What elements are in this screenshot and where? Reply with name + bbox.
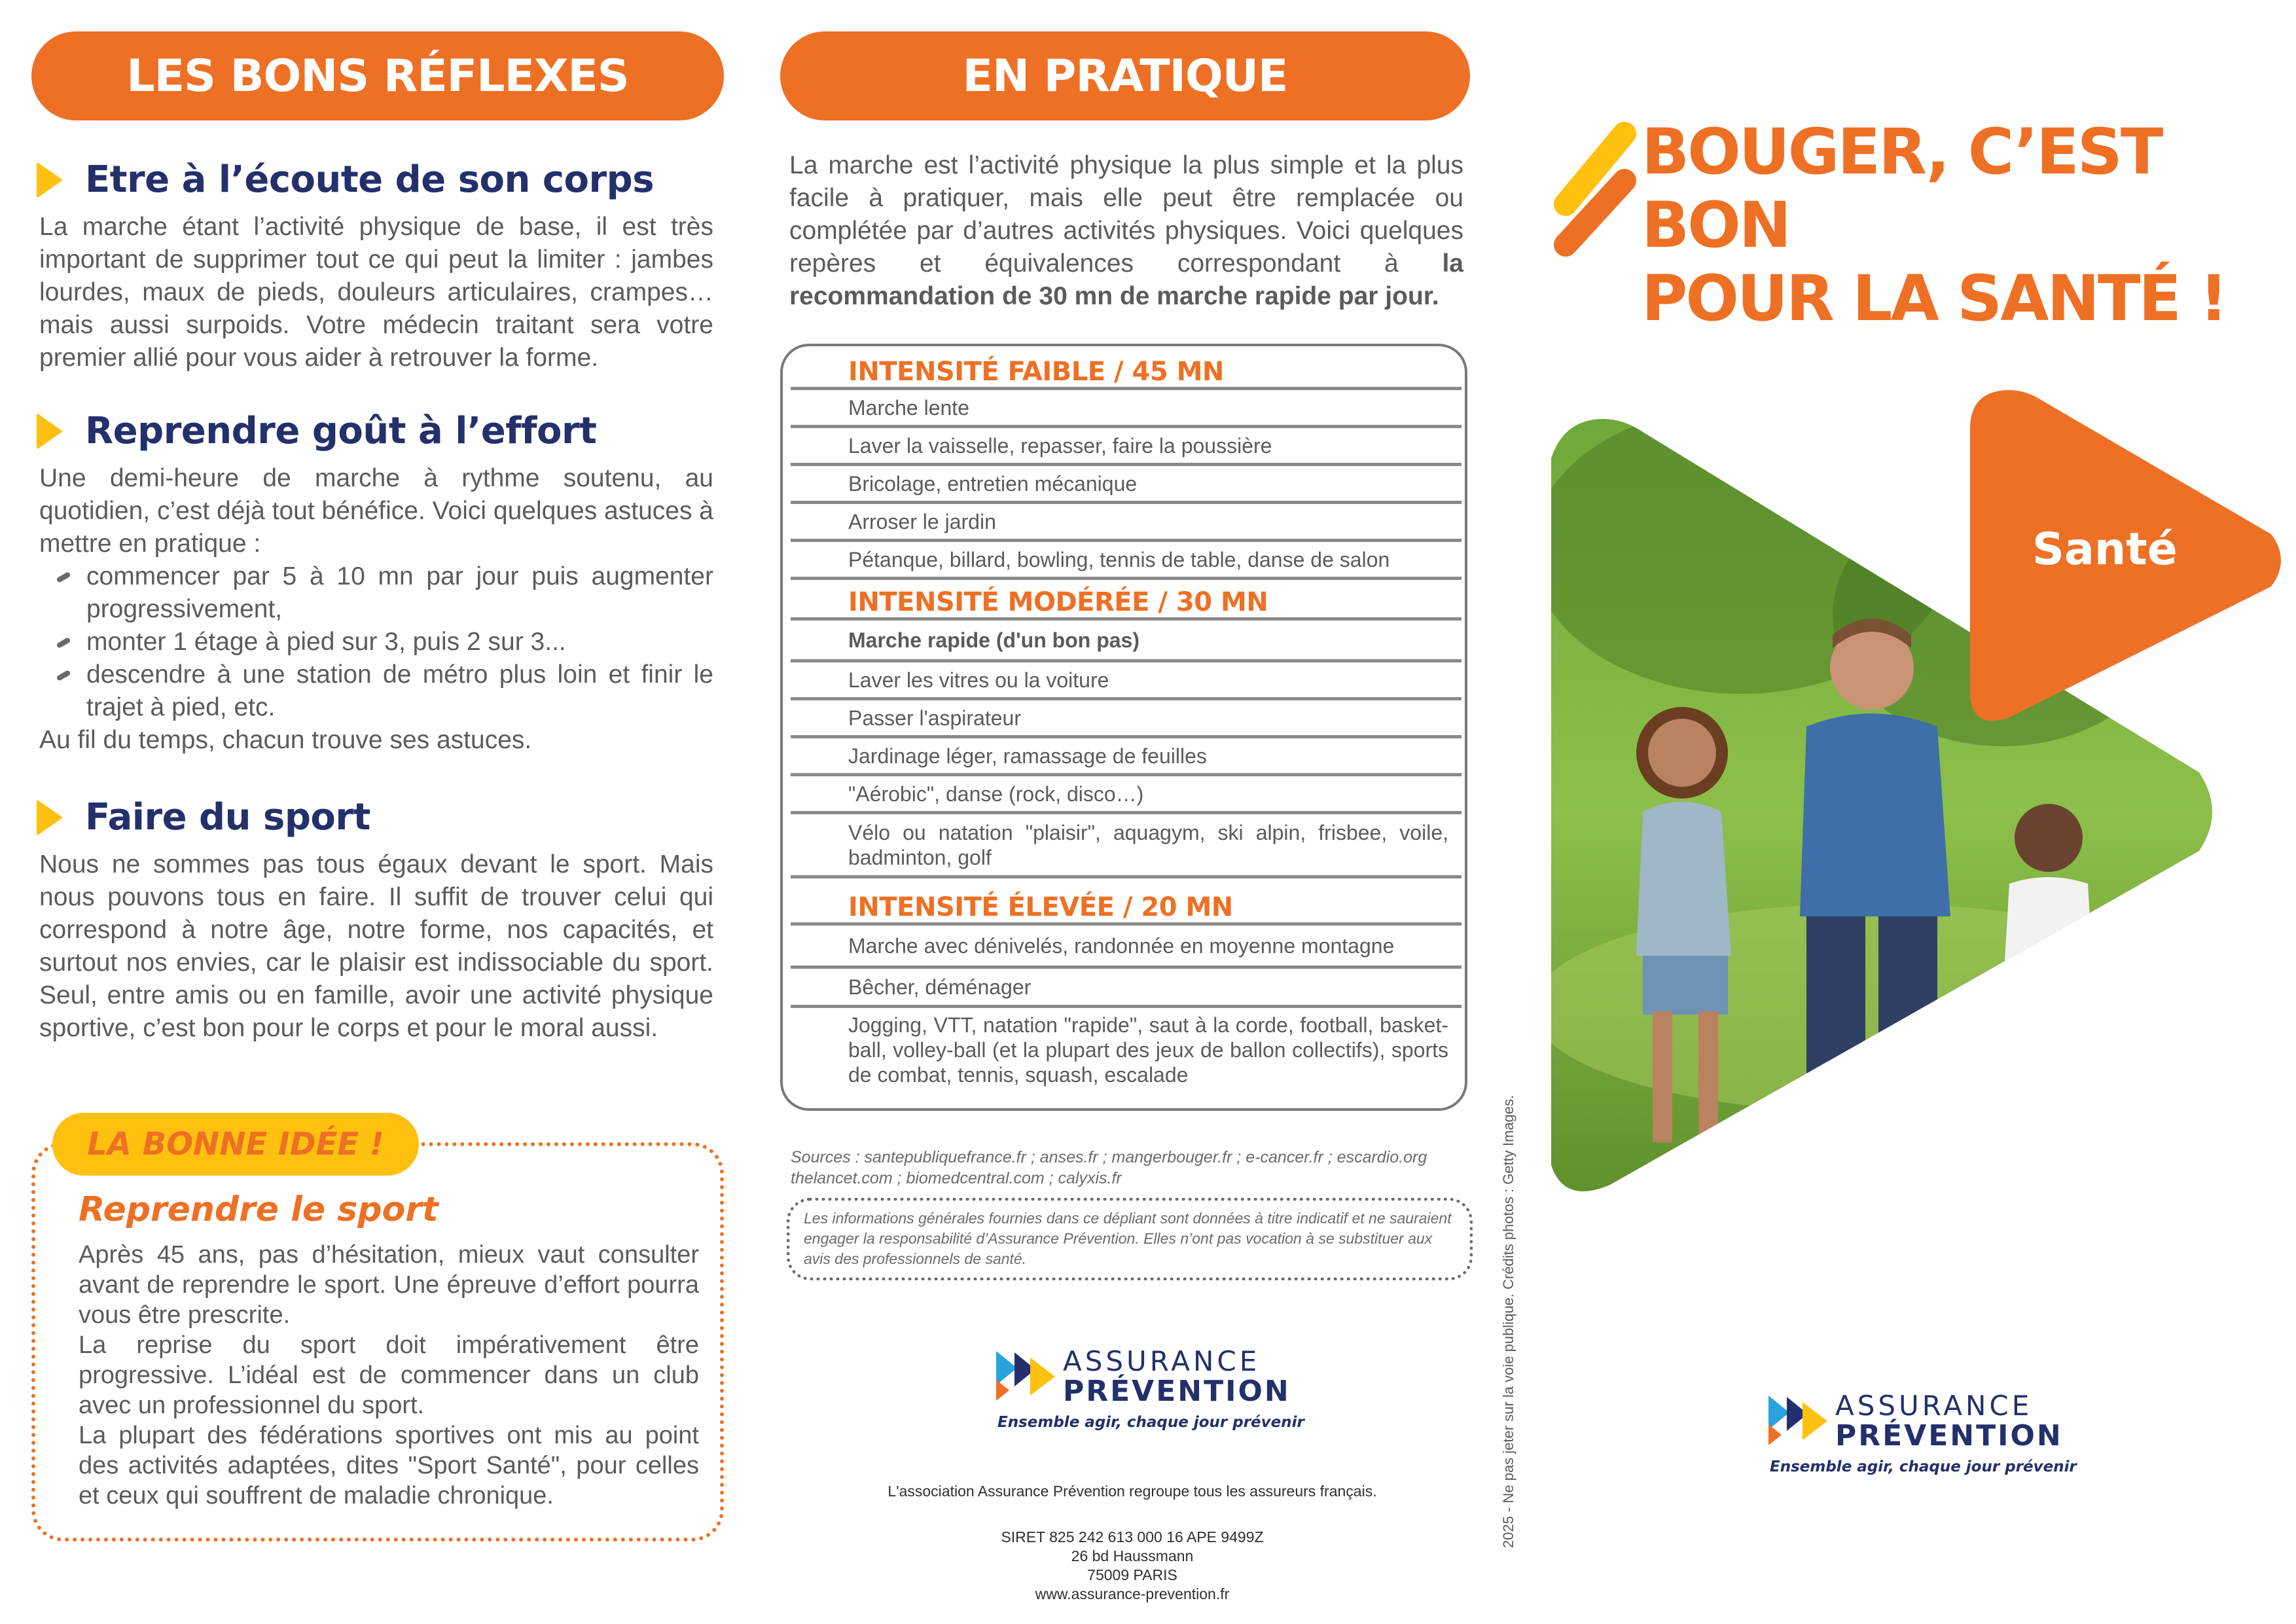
disclaimer-text: Les informations générales fournies dans ce dépliant sont données à titre indicatif et ne sauraient engager la responsabilité d’Assurance Prévention. Elles n’ont pas vocation à se substituer aux avis des professionnels de santé. [804, 1210, 1452, 1267]
triangle-bullet-icon [37, 799, 63, 836]
assurance-prevention-logo-icon [995, 1347, 1058, 1406]
list-item: descendre à une station de métro plus loin et finir le trajet à pied, etc. [39, 659, 713, 724]
triangle-bullet-icon [37, 162, 63, 198]
table-row: Bêcher, déménager [791, 965, 1462, 1005]
logo-line1: ASSURANCE [1063, 1345, 1261, 1377]
intensity-moderee-title: INTENSITÉ MODÉRÉE / 30 MN [791, 577, 1462, 617]
list-item: monter 1 étage à pied sur 3, puis 2 sur 3... [39, 626, 713, 659]
table-row: Passer l'aspirateur [791, 697, 1462, 735]
photo-credit: 2025 - Ne pas jeter sur la voie publique. Crédits photos : Getty Images. [1500, 1094, 1516, 1548]
table-row: Marche lente [791, 387, 1462, 425]
section-title-text: Faire du sport [85, 796, 370, 839]
logo-line2: PRÉVENTION [1835, 1419, 2063, 1453]
section-title-effort [37, 410, 596, 452]
table-row: Laver les vitres ou la voiture [791, 659, 1462, 697]
table-row: Marche rapide (d'un bon pas) [791, 617, 1462, 659]
list-item: commencer par 5 à 10 mn par jour puis augmenter progressivement, [39, 560, 713, 626]
bonne-idee-title: Reprendre le sport [79, 1190, 439, 1229]
table-row: Pétanque, billard, bowling, tennis de table, danse de salon [791, 539, 1462, 577]
paragraph-effort [39, 462, 713, 757]
assurance-prevention-logo [995, 1347, 1291, 1407]
pratique-intro-text: La marche est l’activité physique la plus simple et la plus facile à pratiquer, mais elle peut être remplacée ou complétée par d’autres activités physiques. Voici quelques repères et équivalences correspondant à [789, 151, 1463, 278]
association-text: L'association Assurance Prévention regroupe tous les assureurs français. [888, 1483, 1377, 1500]
logo-text [1063, 1347, 1291, 1407]
triangle-bullet-icon [37, 413, 63, 450]
idea-paragraph: La plupart des fédérations sportives ont mis au point des activités adaptées, dites "Sport Santé", pour celles et ceux qui souffrent de maladie chronique. [79, 1422, 699, 1509]
sante-badge-label: Santé [2032, 524, 2178, 575]
effort-outro: Au fil du temps, chacun trouve ses astuces. [39, 726, 532, 754]
table-row: Arroser le jardin [791, 501, 1462, 539]
section-title-ecoute [37, 158, 654, 201]
table-row: "Aérobic", danse (rock, disco…) [791, 773, 1462, 811]
logo-tagline: Ensemble agir, chaque jour prévenir [1770, 1458, 2077, 1475]
logo-line2: PRÉVENTION [1063, 1375, 1291, 1408]
section-title-text: Etre à l’écoute de son corps [85, 158, 655, 201]
logo-tagline: Ensemble agir, chaque jour prévenir [997, 1414, 1304, 1431]
sources-text: Sources : santepubliquefrance.fr ; anses.fr ; mangerbouger.fr ; e-cancer.fr ; escardio.org thelancet.com ; biomedcentral.com ; calyxis.fr [791, 1148, 1427, 1187]
paragraph-ecoute: La marche étant l’activité physique de base, il est très important de supprimer tout ce qui peut la limiter : jambes lourdes, maux de pieds, douleurs articulaires, crampes… mais aussi surpoids. Votre médecin traitant sera votre premier allié pour vous aider à retrouver la forme. [39, 213, 713, 372]
table-row: Vélo ou natation "plaisir", aquagym, ski alpin, frisbee, voile, badminton, golf [791, 811, 1462, 875]
pratique-intro [789, 149, 1463, 313]
cover-title-line2: POUR LA SANTÉ ! [1641, 262, 2227, 335]
bonne-idee-text [79, 1240, 699, 1511]
effort-bullet-list [39, 560, 713, 724]
intensity-table [791, 344, 1462, 1091]
pratique-intro-bold: la recommandation de 30 mn de marche rapide par jour. [789, 249, 1463, 310]
assurance-prevention-logo-icon [1767, 1392, 1830, 1451]
header-bons-reflexes: LES BONS RÉFLEXES [31, 31, 724, 120]
cover-accent-stripes-icon [1546, 118, 1641, 262]
paragraph-sport: Nous ne sommes pas tous égaux devant le sport. Mais nous pouvons tous en faire. Il suffit de trouver celui qui correspond à notre âge, notre forme, nos capacités, et surtout nos envies, car le plaisir est indissociable du sport. Seul, entre amis ou en famille, avoir une activité physique sportive, c’est bon pour le corps et pour le moral aussi. [39, 850, 713, 1042]
cover-title-line1: BOUGER, C’EST BON [1641, 115, 2162, 262]
cover-title [1641, 115, 2296, 335]
intensity-faible-title: INTENSITÉ FAIBLE / 45 MN [848, 357, 1224, 387]
siret: SIRET 825 242 613 000 16 APE 9499Z [1001, 1528, 1264, 1545]
idea-paragraph: La reprise du sport doit impérativement être progressive. L’idéal est de commencer dans un club avec un professionnel du sport. [79, 1331, 699, 1419]
table-row: Marche avec dénivelés, randonnée en moyenne montagne [791, 922, 1462, 965]
website-link[interactable]: www.assurance-prevention.fr [1035, 1585, 1230, 1602]
header-en-pratique: EN PRATIQUE [780, 31, 1470, 120]
idea-paragraph: Après 45 ans, pas d’hésitation, mieux vaut consulter avant de reprendre le sport. Une épreuve d’effort pourra vous être prescrite. [79, 1241, 699, 1329]
address-block [969, 1528, 1296, 1604]
intensity-elevee-title: INTENSITÉ ÉLEVÉE / 20 MN [791, 875, 1462, 922]
table-row: Jogging, VTT, natation "rapide", saut à la corde, football, basket-ball, volley-ball (et la plupart des jeux de ballon collectifs), sports de combat, tennis, squash, escalade [791, 1005, 1462, 1091]
section-title-sport [37, 796, 370, 839]
city: 75009 PARIS [1087, 1566, 1177, 1583]
table-row: Jardinage léger, ramassage de feuilles [791, 735, 1462, 773]
logo-line1: ASSURANCE [1835, 1390, 2033, 1422]
bonne-idee-label: LA BONNE IDÉE ! [52, 1113, 419, 1176]
street: 26 bd Haussmann [1071, 1547, 1194, 1564]
assurance-prevention-logo-cover [1767, 1392, 2063, 1452]
table-row: Laver la vaisselle, repasser, faire la poussière [791, 425, 1462, 463]
effort-intro: Une demi-heure de marche à rythme soutenu, au quotidien, c’est déjà tout bénéfice. Voici quelques astuces à mettre en pratique : [39, 464, 713, 558]
logo-text [1835, 1392, 2063, 1452]
section-title-text: Reprendre goût à l’effort [85, 410, 597, 452]
table-row: Bricolage, entretien mécanique [791, 463, 1462, 501]
